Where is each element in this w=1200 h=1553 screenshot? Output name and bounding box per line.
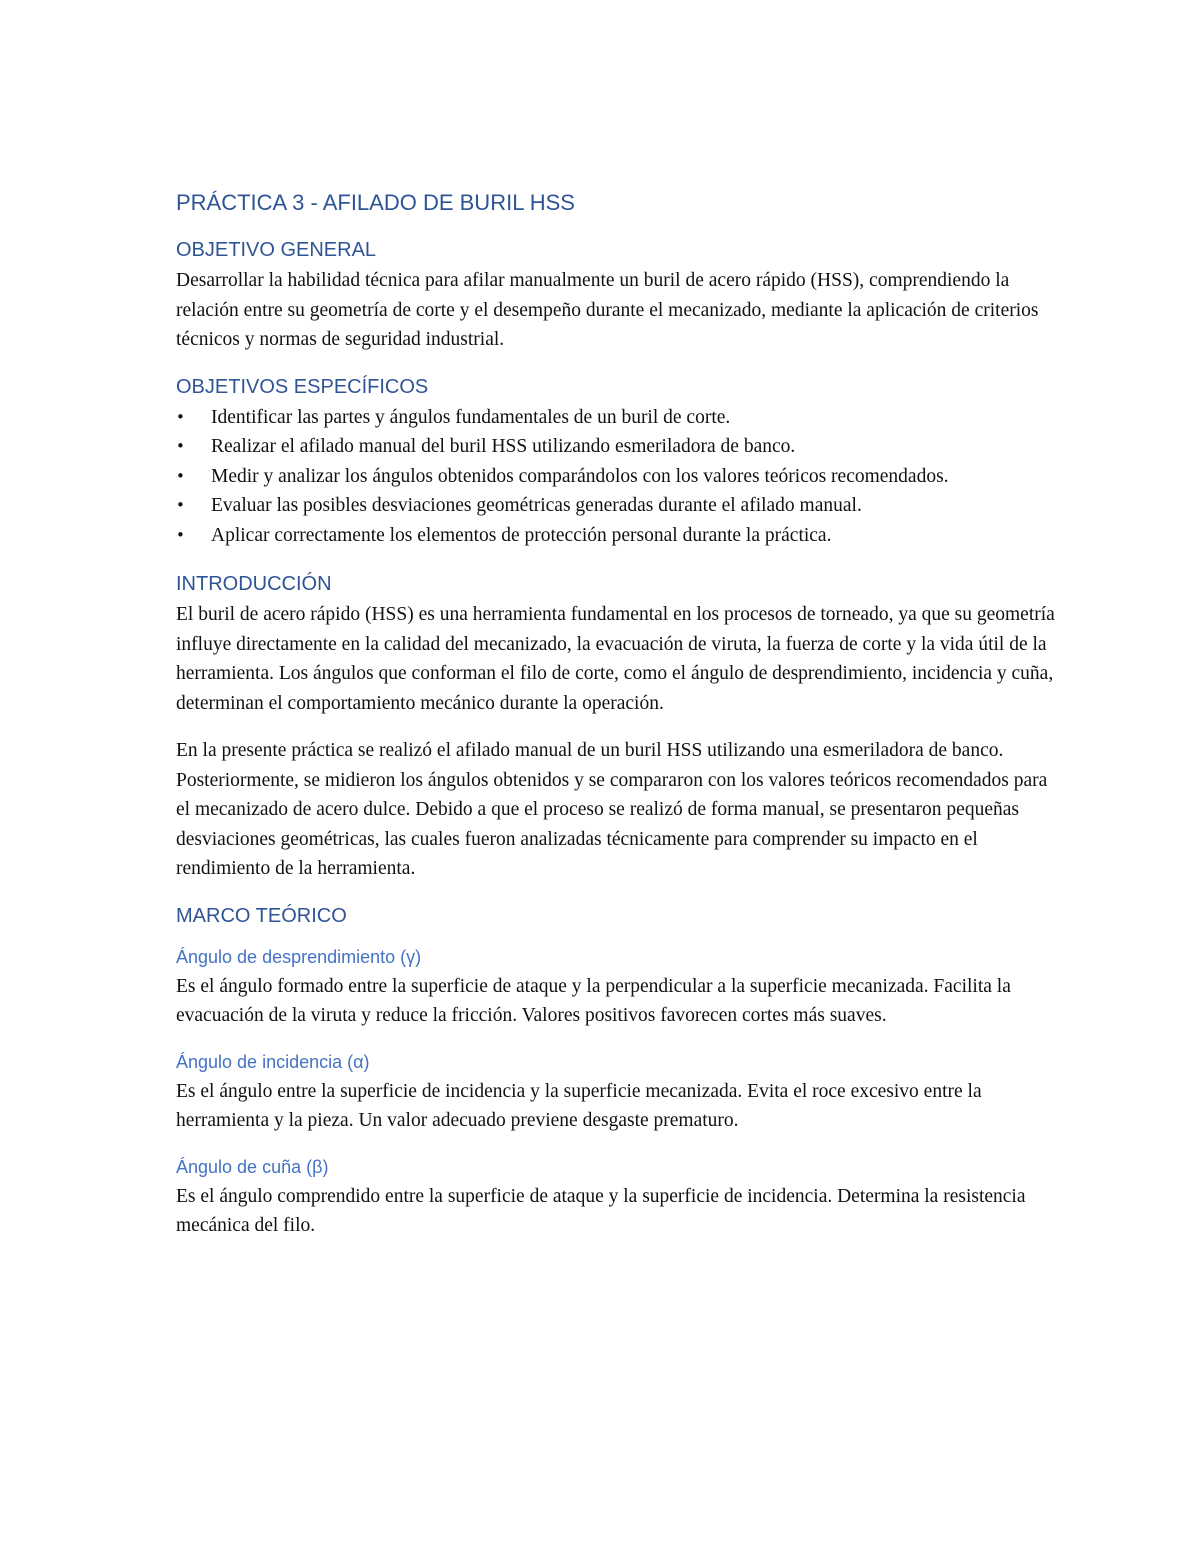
section-heading-introduccion: INTRODUCCIÓN xyxy=(176,573,332,595)
list-item xyxy=(176,491,1056,521)
bullet-icon: • xyxy=(176,496,185,514)
subsection-text: Es el ángulo formado entre la superficie de ataque y la perpendicular a la superficie mecanizada. Facilita la evacuación de la viruta y reduce la fricción. Valores positivos favorecen cortes más suaves. xyxy=(176,975,1011,1026)
introduccion-paragraph: El buril de acero rápido (HSS) es una herramienta fundamental en los procesos de torneado, ya que su geometría influye directamente en la calidad del mecanizado, la evacuación de viruta, la fuerza de corte y la vida útil de la herramienta. Los ángulos que conforman el filo de corte, como el ángulo de desprendimiento, incidencia y cuña, determinan el comportamiento mecánico durante la operación. xyxy=(176,604,1055,714)
list-item xyxy=(176,403,1056,433)
subsection-text: Es el ángulo entre la superficie de incidencia y la superficie mecanizada. Evita el roce excesivo entre la herramienta y la pieza. Un valor adecuado previene desgaste prematuro. xyxy=(176,1080,982,1131)
subsection-text: Es el ángulo comprendido entre la superficie de ataque y la superficie de incidencia. Determina la resistencia mecánica del filo. xyxy=(176,1185,1026,1236)
document-title: PRÁCTICA 3 - AFILADO DE BURIL HSS xyxy=(176,190,575,215)
objetivos-especificos-list xyxy=(176,403,1056,551)
bullet-icon: • xyxy=(176,466,185,485)
list-item-text: Medir y analizar los ángulos obtenidos comparándolos con los valores teóricos recomendados. xyxy=(211,465,949,487)
subsection-heading-cuna: Ángulo de cuña (β) xyxy=(176,1156,329,1177)
document-page xyxy=(176,188,1056,1259)
list-item-text: Evaluar las posibles desviaciones geométricas generadas durante el afilado manual. xyxy=(211,495,862,516)
bullet-icon: • xyxy=(176,437,185,455)
list-item xyxy=(176,462,1056,492)
section-heading-marco-teorico: MARCO TEÓRICO xyxy=(176,904,347,927)
list-item-text: Aplicar correctamente los elementos de protección personal durante la práctica. xyxy=(211,524,832,546)
bullet-icon: • xyxy=(176,525,185,544)
list-item xyxy=(176,521,1056,551)
list-item xyxy=(176,432,1056,462)
section-heading-objetivos-especificos: OBJETIVOS ESPECÍFICOS xyxy=(176,375,429,398)
list-item-text: Identificar las partes y ángulos fundamentales de un buril de corte. xyxy=(211,406,731,428)
section-heading-objetivo-general: OBJETIVO GENERAL xyxy=(176,239,377,261)
subsection-heading-desprendimiento: Ángulo de desprendimiento (γ) xyxy=(176,946,422,967)
bullet-icon: • xyxy=(176,407,185,426)
subsection-heading-incidencia: Ángulo de incidencia (α) xyxy=(176,1051,370,1072)
list-item-text: Realizar el afilado manual del buril HSS utilizando esmeriladora de banco. xyxy=(211,436,796,457)
introduccion-paragraph: En la presente práctica se realizó el afilado manual de un buril HSS utilizando una esmeriladora de banco. Posteriormente, se midieron los ángulos obtenidos y se compararon con los valores teóricos recomendados para el mecanizado de acero dulce. Debido a que el proceso se realizó de forma manual, se presentaron pequeñas desviaciones geométricas, las cuales fueron analizadas técnicamente para comprender su impacto en el rendimiento de la herramienta. xyxy=(176,740,1048,879)
objetivo-general-text: Desarrollar la habilidad técnica para afilar manualmente un buril de acero rápido (HSS), comprendiendo la relación entre su geometría de corte y el desempeño durante el mecanizado, mediante la aplicación de criterios técnicos y normas de seguridad industrial. xyxy=(176,270,1039,350)
